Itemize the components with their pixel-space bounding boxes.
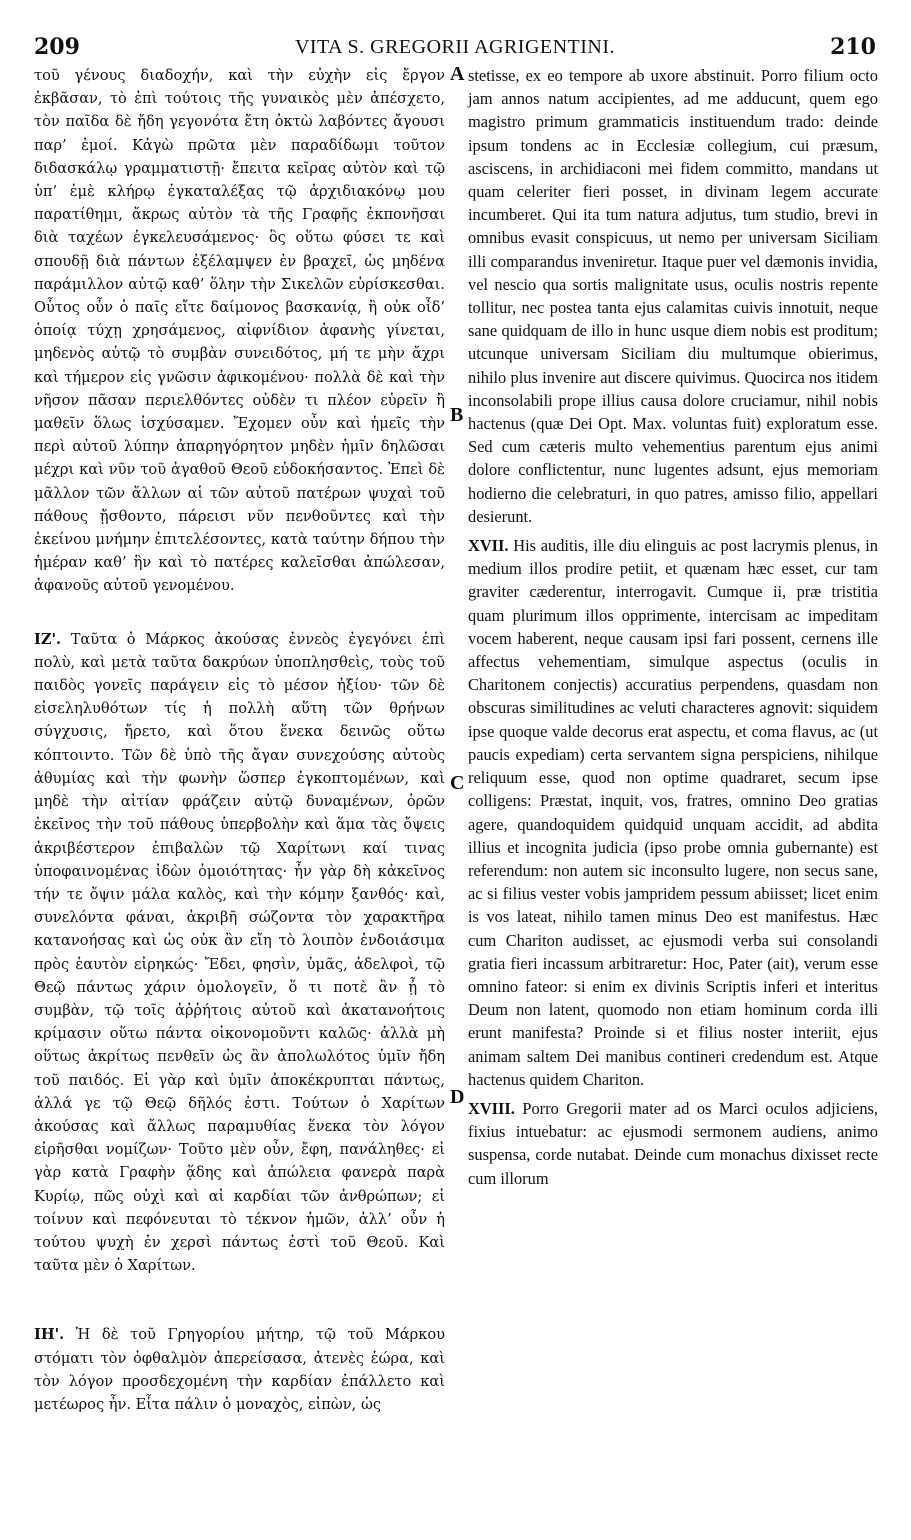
greek-paragraph-18 — [34, 1323, 445, 1416]
page-header — [34, 34, 876, 64]
greek-paragraph-1: τοῦ γένους διαδοχήν, καὶ τὴν εὐχὴν εἰς ἔργον ἐκβᾶσαν, τὸ ἐπὶ τούτοις τῆς γυναικὸς μὲν ἀπέσχετο, τὸν παῖδα δὲ ἤδη γεγονότα ἔτη ὀκτὼ λαβόντες ἄγουσι παρ’ ἐμοί. Κἀγὼ πρῶτα μὲν παραδίδωμι τοῦτον διδασκάλῳ γραμματιστῇ· ἔπειτα κεῖρας αὐτὸν καὶ τῷ ὑπ’ ἐμὲ κλήρῳ ἐγκαταλέξας τῷ ἀρχιδιακόνῳ μου παρατίθημι, ἄκρως αὐτὸν τὰ τῆς Γραφῆς ἐκπονῆσαι διὰ ταχέων ἐγκελευσάμενος· ὃς οὕτω φύσει τε καὶ σπουδῇ διὰ πάντων ἐξέλαμψεν ἐν βραχεῖ, ὡς μηδένα παράμιλλον αὐτῷ καθ’ ὅλην τὴν Σικελῶν εὑρίσκεσθαι. Οὗτος οὖν ὁ παῖς εἴτε δαίμονος βασκανίᾳ, ἢ οὐκ οἶδ’ ὁποίᾳ τύχῃ χρησάμενος, αἰφνίδιον ἀφανὴς γίνεται, μηδενὸς αὐτῷ τὸ συμβὰν συνειδότος, μή τε μὴν ἄχρι καὶ τήμερον εἰς γνῶσιν ἀφικομένου· πολλὰ δὲ καὶ τὴν νῆσον πᾶσαν περιελθόντες οὐδὲν τι πλέον εὑρεῖν ἢ μαθεῖν ὅλως ἰσχύσαμεν. Ἔχομεν οὖν καὶ ἡμεῖς τὴν περὶ αὐτοῦ λύπην ἀπαρηγόρητον μηδὲν ἡμῖν δηλῶσαι μέχρι καὶ νῦν τοῦ ἀγαθοῦ Θεοῦ εὐδοκήσαντος. Ἐπεὶ δὲ μᾶλλον τῶν ἄλλων αἱ τῶν αὐτοῦ πατέρων ψυχαὶ τοῦ πάθους ᾔσθοντο, πάρεισι νῦν πενθοῦντες καὶ τὴν ἐκείνου μνήμην ἐπιτελέσοντες, κατὰ ταύτην δήπου τὴν ἡμέραν καθ’ ἣν καὶ τὸ πατέρες καλεῖσθαι ἀπώλεσαν, ἀφανοῦς αὐτοῦ γενομένου. — [34, 67, 445, 595]
margin-marker-c: C — [450, 772, 465, 794]
running-title: VITA S. GREGORII AGRIGENTINI. — [294, 36, 616, 58]
latin-paragraph-18-text: Porro Gregorii mater ad os Marci oculos adjiciens, fixius intuebatur: ac ejusmodi sermonem audiens, animo suspensa, corde nutabat. Deinde cum monachus dixisset recte cum illorum — [468, 1098, 878, 1188]
greek-paragraph-18-text: Ἡ δὲ τοῦ Γρηγορίου μήτηρ, τῷ τοῦ Μάρκου στόματι τὸν ὀφθαλμὸν ἀπερείσασα, ἀτενὲς ἑώρα, καὶ τὸν λόγον προσδεχομένη τὴν καρδίαν ἐπάλλετο καὶ μετέωρος ἦν. Εἶτα πάλιν ὁ μοναχὸς, εἰπὼν, ὡς — [34, 1326, 445, 1413]
greek-paragraph-17-text: Ταῦτα ὁ Μάρκος ἀκούσας ἐννεὸς ἐγεγόνει ἐπὶ πολὺ, καὶ μετὰ ταῦτα δακρύων ὑποπλησθεὶς, τοὺς τοῦ παιδὸς γονεῖς παράγειν εἰς τὸ μέσον ἠξίου· τῶν δὲ εἰσεληλυθότων τίς ἡ πολλὴ αὕτη τῶν θρήνων σύγχυσις, ἤρετο, καὶ ὅτου ἕνεκα δεινῶς οὕτω κόπτοιντο. Τῶν δὲ ὑπὸ τῆς ἄγαν συνεχούσης αὐτοὺς ἀθυμίας καὶ τὴν φωνὴν ὥσπερ ἐγκοπτομένων, καὶ μηδὲ τὴν αἰτίαν φράζειν αὐτῷ δυναμένων, ὁρῶν ἐκεῖνος τὴν τοῦ πάθους ὑπερβολὴν καὶ ἅμα τὰς ὄψεις ἀκριβέστερον ἐπιβαλὼν τῷ Χαρίτωνι καί τινας ὑποφαινομένας ἰδὼν ὁμοιότητας· ἦν γὰρ δὴ κἀκεῖνος τήν τε ὄψιν μάλα καλὸς, καὶ τὴν κόμην ξανθός· καὶ, συνελόντα φάναι, ἀκριβῆ σώζοντα τὸν χαρακτῆρα κατανοήσας καὶ ὡς οὐκ ἂν εἴη τὸ λοιπὸν ἐνδοιάσιμα πρὸς ἑαυτὸν εἰρηκώς· Ἔδει, φησὶν, ὑμᾶς, ἀδελφοὶ, τῷ Θεῷ πάντως χάριν ὁμολογεῖν, ὅ τι ποτὲ ἂν ᾖ τὸ συμβὰν, τῷ τοῖς ἀῤῥήτοις αὐτοῦ καὶ ἀκατανοήτοις κρίμασιν οὕτω πάντα οἰκονομοῦντι καλῶς· ἀλλὰ μὴ οὕτως ἀκρίτως πενθεῖν ὡς ἂν ἀπολωλότος ὑμῖν ἤδη τοῦ παιδός. Εἰ γὰρ καὶ ὑμῖν ἀποκέκρυπται πάντως, ἀλλά γε τῷ Θεῷ δῆλός ἐστι. Τούτων ὁ Χαρίτων ἀκούσας καὶ ἄλλως παραμυθίας ἕνεκα τὸν λόγον εἰρῆσθαι νομίζων· Τοῦτο μὲν οὖν, ἔφη, πανάληθες· εἰ γὰρ κατὰ Γραφὴν ᾅδης καὶ ἀπώλεια φανερὰ παρὰ Κυρίῳ, πῶς οὐχὶ καὶ αἱ καρδίαι τῶν ἀνθρώπων; εἰ τοίνυν καὶ πεφόνευται τὸ τέκνον ἡμῶν, ἀλλ’ οὖν ἡ τούτου ψυχὴ ἐν χερσὶ πάντως ἐστὶ τοῦ Θεοῦ. Καὶ ταῦτα μὲν ὁ Χαρίτων. — [34, 630, 445, 1275]
greek-section-number-17: ΙΖ'. — [34, 630, 62, 648]
page-number-left: 209 — [34, 34, 80, 60]
latin-paragraph-1: stetisse, ex eo tempore ab uxore abstinuit. Porro filium octo jam annos natum accipientes, ad me adducunt, quem ego magistro primum grammaticis instituendum trado: deinde ipsum tondens ac in Ecclesiæ collegium, cui præsum, asciscens, in archidiaconi mei fidem committo, mandans ut quam celeriter fieri posset, in divinam legem accurate incumberet. Qui ita tum natura adjutus, tum studio, brevi in omnibus evasit conspicuus, ut nemo per universam Siciliam illi comparandus inveniretur. Itaque puer vel dæmonis invidia, vel nescio qua sortis malignitate usus, oculis nostris repente tollitur, nec postea tanta ejus calamitas cuivis innotuit, neque sane quidquam de illo in hunc usque diem nobis est proditum; utcunque universam Siciliam diu multumque obierimus, nihilo plus invenire aut discere quivimus. Quocirca nos itidem inconsolabili prope illius causa dolore cruciamur, nihil nobis hactenus (quæ Dei Opt. Max. voluntas fuit) exploratum esse. Sed cum cæteris multo vehementius parentum ejus animi dolore conflictentur, nunc lugentes adsunt, ejus memoriam hodierno die celebraturi, in quo patres, amisso filio, appellari desierunt. — [468, 66, 878, 526]
greek-section-number-18: ΙΗ'. — [34, 1326, 65, 1344]
latin-paragraph-17 — [468, 534, 878, 1091]
latin-section-number-17: XVII. — [468, 536, 509, 556]
page-number-right: 210 — [830, 34, 876, 60]
greek-paragraph-17 — [34, 628, 445, 1278]
margin-marker-b: B — [450, 404, 464, 426]
greek-column — [34, 64, 445, 1416]
latin-section-number-18: XVIII. — [468, 1098, 515, 1118]
latin-paragraph-17-text: His auditis, ille diu elinguis ac post lacrymis plenus, in medium illos prodire petiit, et quænam hæc esset, cur tam graviter cæderentur, interrogavit. Cumque ii, præ tristitia quam plurimum illos opprimente, intercisam ac impeditam vocem haberent, neque causam ipsi fari possent, cernens ille affectus vehementiam, simulque aspectus (oculis in Charitonem conjectis) accuratius perpendens, quasdam non obscuras similitudines ac veluti characteres agnovit: siquidem ipse quoque valde decorus erat aspectu, et coma flavus, ac (ut paucis expediam) certa servantem signa perspiciens, nihilque reliquum esse, quod non optime quadraret, secum ipse colligens: Præstat, inquit, vos, fratres, omnino Deo gratias agere, quandoquidem quidquid unquam accidit, ad abdita illius et incognita judicia (ipso probe omnia gubernante) est referendum: non autem sic inconsulto lugere, non secus sane, ac si filius vester vobis jampridem pessum abiisset; licet enim is vos lateat, nihilo tamen minus Deo est manifestus. Hæc cum Chariton audisset, ac ejusmodi verba sui consolandi gratia fieri incassum arbitraretur: Hoc, Pater (ait), verum esse omnino fateor: si enim ex divinis Scriptis inferi et interitus Deum non latent, quomodo non etiam hominum corda illi erunt manifesta? Proinde si et filius noster interiit, ejus animam saltem Dei manibus contineri credendum est. Atque hactenus quidem Chariton. — [468, 536, 878, 1089]
latin-paragraph-18 — [468, 1097, 878, 1190]
margin-marker-a: A — [450, 63, 465, 85]
margin-marker-d: D — [450, 1086, 465, 1108]
latin-column — [468, 64, 878, 1190]
